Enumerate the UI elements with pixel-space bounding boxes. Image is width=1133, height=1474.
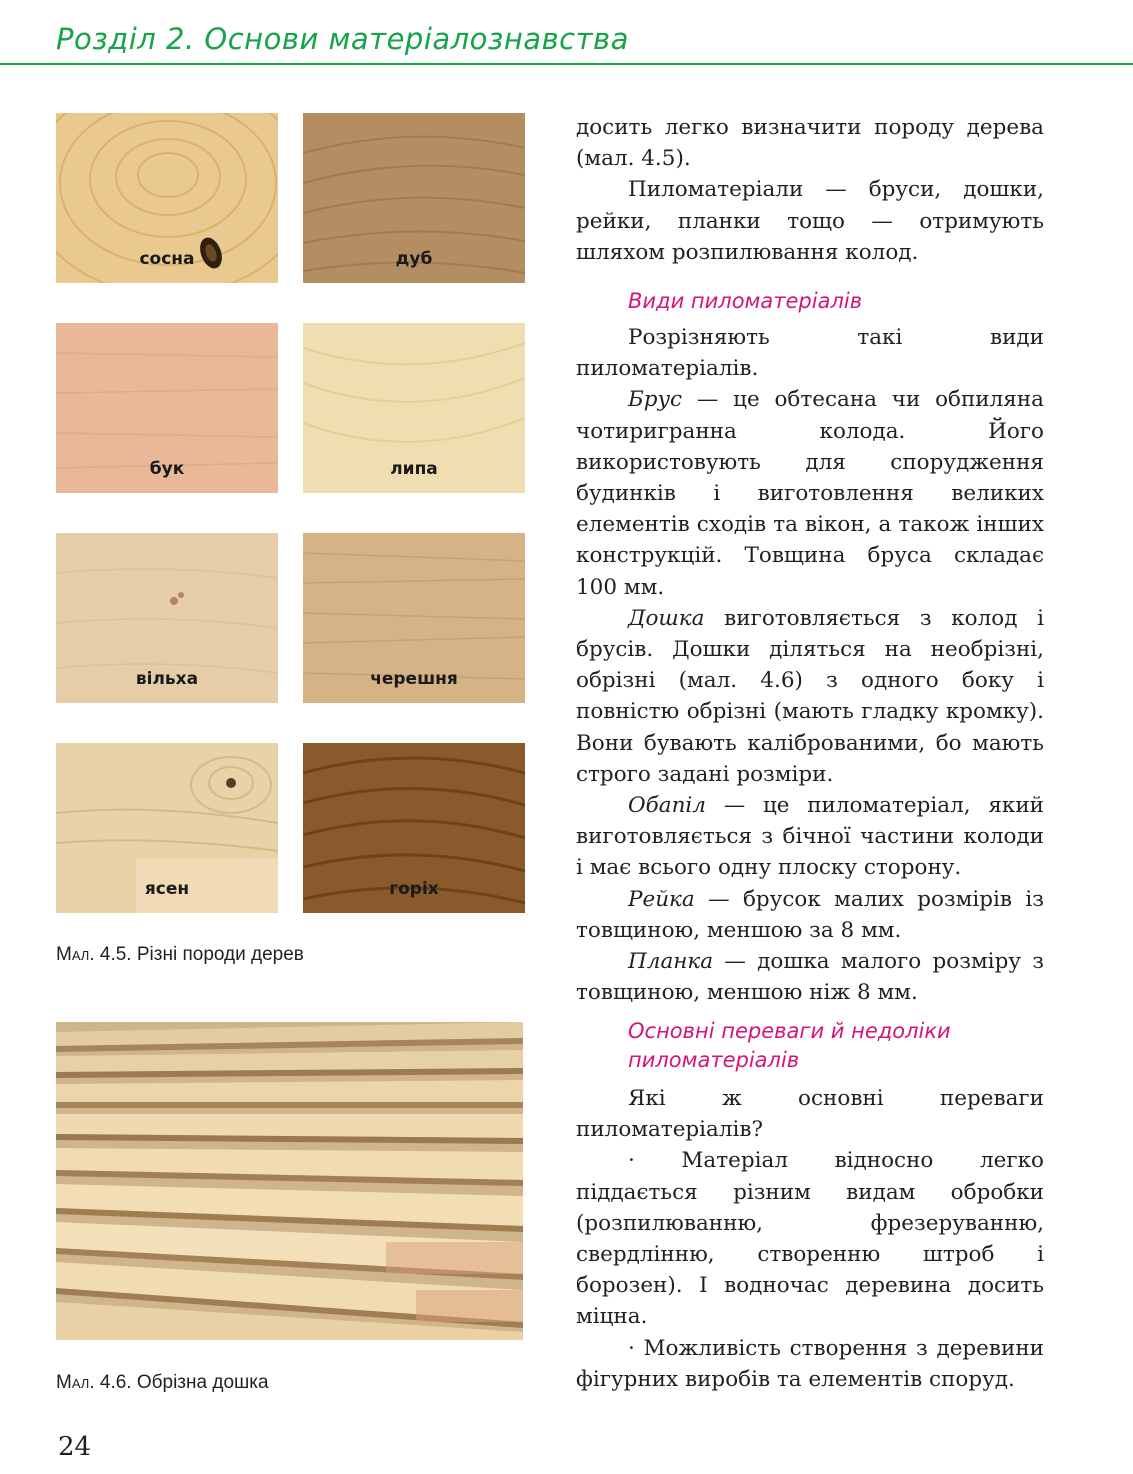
body-text-block-2 xyxy=(576,322,1044,1008)
header-rule xyxy=(0,63,1133,65)
caption-text: Обрізна дошка xyxy=(136,1372,269,1393)
swatch-label: липа xyxy=(390,459,438,479)
wood-swatch-linden xyxy=(303,323,525,493)
edged-board-image xyxy=(56,1022,523,1340)
section-heading-types: Види пиломатеріалів xyxy=(628,289,863,313)
wood-swatch-walnut xyxy=(303,743,525,913)
wood-swatch-oak xyxy=(303,113,525,283)
swatch-label: черешня xyxy=(370,669,458,689)
swatch-label: ясен xyxy=(144,879,190,899)
body-text-block-3 xyxy=(576,1083,1044,1395)
page-number: 24 xyxy=(58,1432,92,1462)
paragraph: Пиломатеріали — бруси, дошки, рейки, планки тощо — отримують шляхом розпилювання колод. xyxy=(576,177,1044,265)
swatch-label: сосна xyxy=(139,249,195,269)
caption-text: Різні породи дерев xyxy=(136,944,304,965)
lumber-stack-photo xyxy=(56,1022,523,1340)
caption-prefix: Мал. 4.6. xyxy=(56,1372,132,1393)
term-obapil: Обапіл xyxy=(628,793,706,819)
wood-swatch-cherry xyxy=(303,533,525,703)
wood-swatch-alder xyxy=(56,533,278,703)
definition-text: — це обтесана чи обпиляна чотиригранна колода. Його використовують для спорудження будинків і виготовлення великих елементів сходів та вікон, а також інших конструкцій. Товщина бруса складає 100 мм. xyxy=(576,387,1044,600)
paragraph-brus xyxy=(576,384,1044,602)
bullet-item: · Можливість створення з деревини фігурних виробів та елементів споруд. xyxy=(576,1335,1044,1392)
definition-text: виготовляється з колод і брусів. Дошки діляться на необрізні, обрізні (мал. 4.6) з одного боку і повністю обрізні (мають гладку кромку). Вони бувають каліброваними, бо мають строго задані розміри. xyxy=(576,605,1044,787)
paragraph: Які ж основні переваги пиломатеріалів? xyxy=(576,1086,1044,1143)
definition-text: — брусок малих розмірів із товщиною, меншою за 8 мм. xyxy=(576,886,1044,943)
chapter-title: Розділ 2. Основи матеріалознавства xyxy=(56,22,629,56)
term-doshka: Дошка xyxy=(628,605,705,631)
paragraph-planka xyxy=(576,946,1044,1008)
bullet-item: · Матеріал відносно легко піддається різним видам обробки (розпилюванню, фрезеруванню, свердлінню, створенню штроб і борозен). І водночас деревина досить міцна. xyxy=(576,1148,1044,1330)
definition-text: — це пиломатеріал, який виготовляється з бічної частини колоди і має всього одну плоску сторону. xyxy=(576,793,1044,881)
figure-caption-4-6 xyxy=(56,1372,269,1394)
term-reika: Рейка xyxy=(628,886,695,912)
swatch-label: горіх xyxy=(389,879,439,899)
section-heading-pros-cons xyxy=(628,1017,1048,1075)
paragraph-reika xyxy=(576,884,1044,946)
wood-swatch-beech xyxy=(56,323,278,493)
heading-line: пиломатеріалів xyxy=(628,1048,800,1072)
paragraph: Розрізняють такі види пиломатеріалів. xyxy=(576,325,1044,382)
swatch-label: дуб xyxy=(395,249,433,269)
definition-text: — дошка малого розміру з товщиною, меншою ніж 8 мм. xyxy=(576,949,1044,1006)
paragraph-obapil xyxy=(576,790,1044,884)
wood-swatch-ash xyxy=(56,743,278,913)
term-brus: Брус xyxy=(628,387,683,413)
paragraph: досить легко визначити породу дерева (мал. 4.5). xyxy=(576,115,1044,172)
wood-swatch-pine xyxy=(56,113,278,283)
page-header xyxy=(0,0,1133,66)
term-planka: Планка xyxy=(628,949,714,975)
body-text-block-1 xyxy=(576,112,1044,268)
figure-caption-4-5 xyxy=(56,944,304,966)
caption-prefix: Мал. 4.5. xyxy=(56,944,132,965)
swatch-label: вільха xyxy=(135,669,199,689)
heading-line: Основні переваги й недоліки xyxy=(628,1019,951,1043)
paragraph-doshka xyxy=(576,603,1044,790)
swatch-label: бук xyxy=(149,459,185,479)
